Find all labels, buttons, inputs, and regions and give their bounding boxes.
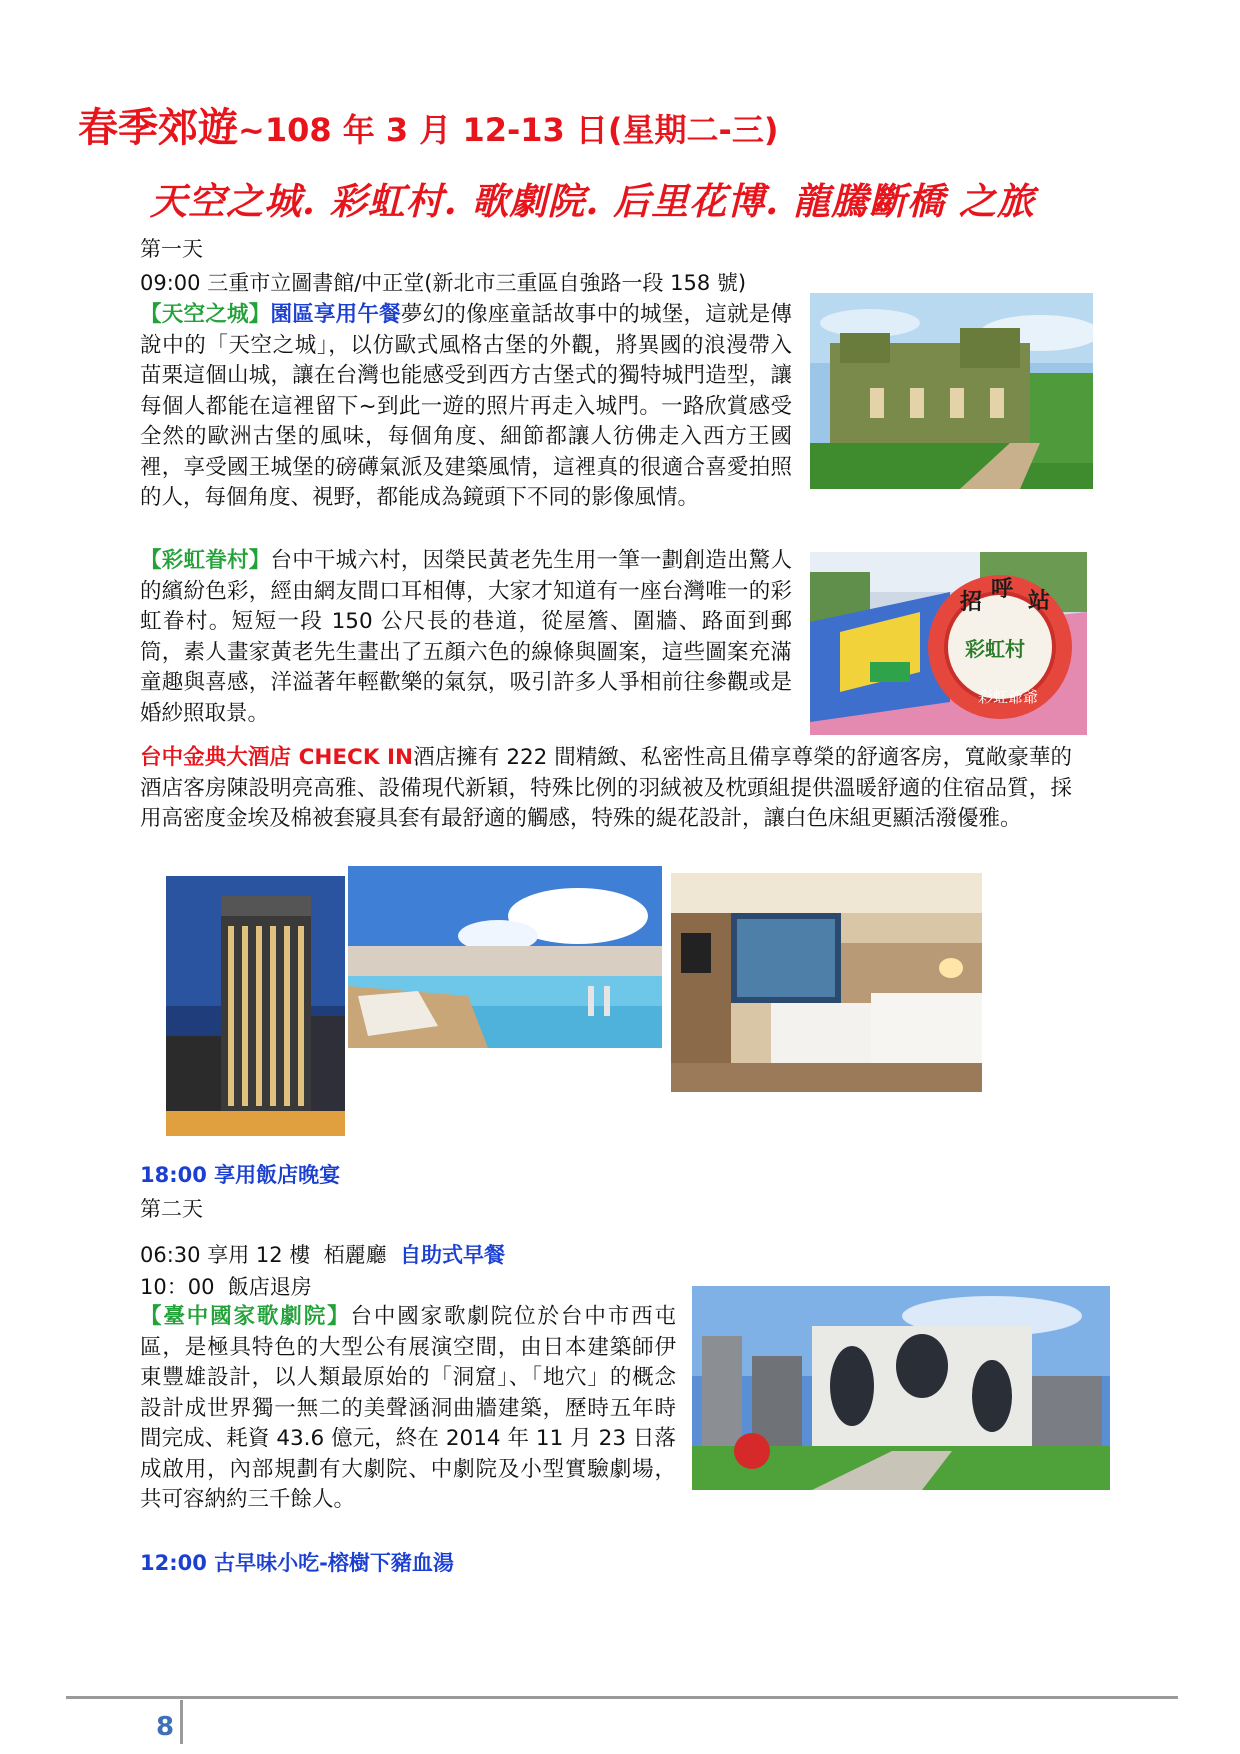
trip-subtitle: 天空之城. 彩虹村. 歌劇院. 后里花博. 龍騰斷橋 之旅 — [150, 179, 1035, 223]
rainbow-text: 台中干城六村，因榮民黃老先生用一筆一劃創造出驚人的繽紛色彩，經由網友間口耳相傳，大家才知道有一座台灣唯一的彩虹眷村。短短一段 150 公尺長的巷道，從屋簷、圍牆、路面到郵筒，素人畫家黃老先生畫出了五顏六色的線條與圖案，這些圖案充滿童趣與喜感，洋溢著年輕歡樂的氣氛，吸引許多人爭相前往參觀或是婚紗照取景。 — [140, 548, 792, 726]
day1-label: 第一天 — [140, 237, 203, 261]
footer-divider — [66, 1696, 1178, 1699]
hotel-checkin-tag: 台中金典大酒店 CHECK IN — [140, 745, 414, 770]
rainbow-village-photo — [810, 552, 1087, 735]
breakfast-line — [140, 1240, 505, 1270]
opera-paragraph — [140, 1302, 676, 1516]
opera-text: 台中國家歌劇院位於台中市西屯區，是極具特色的大型公有展演空間，由日本建築師伊東豐雄設計，以人類最原始的「洞窟」、「地穴」的概念設計成世界獨一無二的美聲涵洞曲牆建築，歷時五年時間完成、耗資 43.6 億元，終在 2014 年 11 月 23 日落成啟用，內部規劃有大劇院、中劇院及小型實驗劇場，共可容納約三千餘人。 — [140, 1304, 676, 1512]
opera-tag: 【臺中國家歌劇院】 — [140, 1304, 351, 1329]
checkout-line: 10：00 飯店退房 — [140, 1275, 312, 1299]
sky-city-lunch: 園區享用午餐 — [270, 302, 401, 327]
hotel-text: 酒店擁有 222 間精緻、私密性高且備享尊榮的舒適客房，寬敞豪華的酒店客房陳設明亮高雅、設備現代新穎，特殊比例的羽絨被及枕頭組提供溫暖舒適的住宿品質，採用高密度金埃及棉被套寢具套有最舒適的觸感，特殊的緹花設計，讓白色床組更顯活潑優雅。 — [140, 745, 1072, 831]
title-main: 春季郊遊 — [78, 105, 238, 151]
page-title — [78, 104, 778, 154]
sign-rainbow-village: 彩虹村 — [965, 637, 1025, 661]
castle-photo — [810, 293, 1093, 489]
lunch-line: 12:00 古早味小吃-榕樹下豬血湯 — [140, 1551, 454, 1575]
breakfast-highlight: 自助式早餐 — [399, 1243, 505, 1267]
meeting-point: 09:00 三重市立圖書館/中正堂(新北市三重區自強路一段 158 號) — [140, 271, 747, 295]
sky-city-paragraph — [140, 300, 792, 514]
hotel-room-photo — [671, 873, 982, 1092]
opera-house-photo — [692, 1286, 1110, 1490]
rainbow-paragraph — [140, 546, 792, 729]
hotel-tower-photo — [166, 876, 345, 1136]
footer-separator — [180, 1700, 183, 1744]
dinner-line: 18:00 享用飯店晚宴 — [140, 1163, 341, 1187]
sign-char-1: 招 — [960, 589, 983, 615]
breakfast-prefix: 06:30 享用 12 樓 栢麗廳 — [140, 1243, 400, 1267]
page-number: 8 — [155, 1712, 175, 1742]
rainbow-tag: 【彩虹眷村】 — [140, 548, 271, 573]
sign-char-2: 呼 — [991, 576, 1014, 602]
hotel-paragraph — [140, 743, 1072, 835]
sign-rainbow-grandpa: 彩虹爺爺 — [978, 688, 1039, 706]
sky-city-text: 夢幻的像座童話故事中的城堡，這就是傳說中的「天空之城」，以仿歐式風格古堡的外觀，將異國的浪漫帶入苗栗這個山城，讓在台灣也能感受到西方古堡式的獨特城門造型，讓每個人都能在這裡留下~到此一遊的照片再走入城門。一路欣賞感受全然的歐洲古堡的風味，每個角度、細節都讓人彷佛走入西方王國裡，享受國王城堡的磅礡氣派及建築風情，這裡真的很適合喜愛拍照的人，每個角度、視野，都能成為鏡頭下不同的影像風情。 — [140, 302, 792, 510]
sign-char-3: 站 — [1028, 588, 1051, 614]
sky-city-tag: 【天空之城】 — [140, 302, 271, 327]
day2-label: 第二天 — [140, 1197, 203, 1221]
hotel-pool-photo — [348, 866, 662, 1048]
title-date: ~108 年 3 月 12-13 日(星期二-三) — [238, 111, 779, 149]
